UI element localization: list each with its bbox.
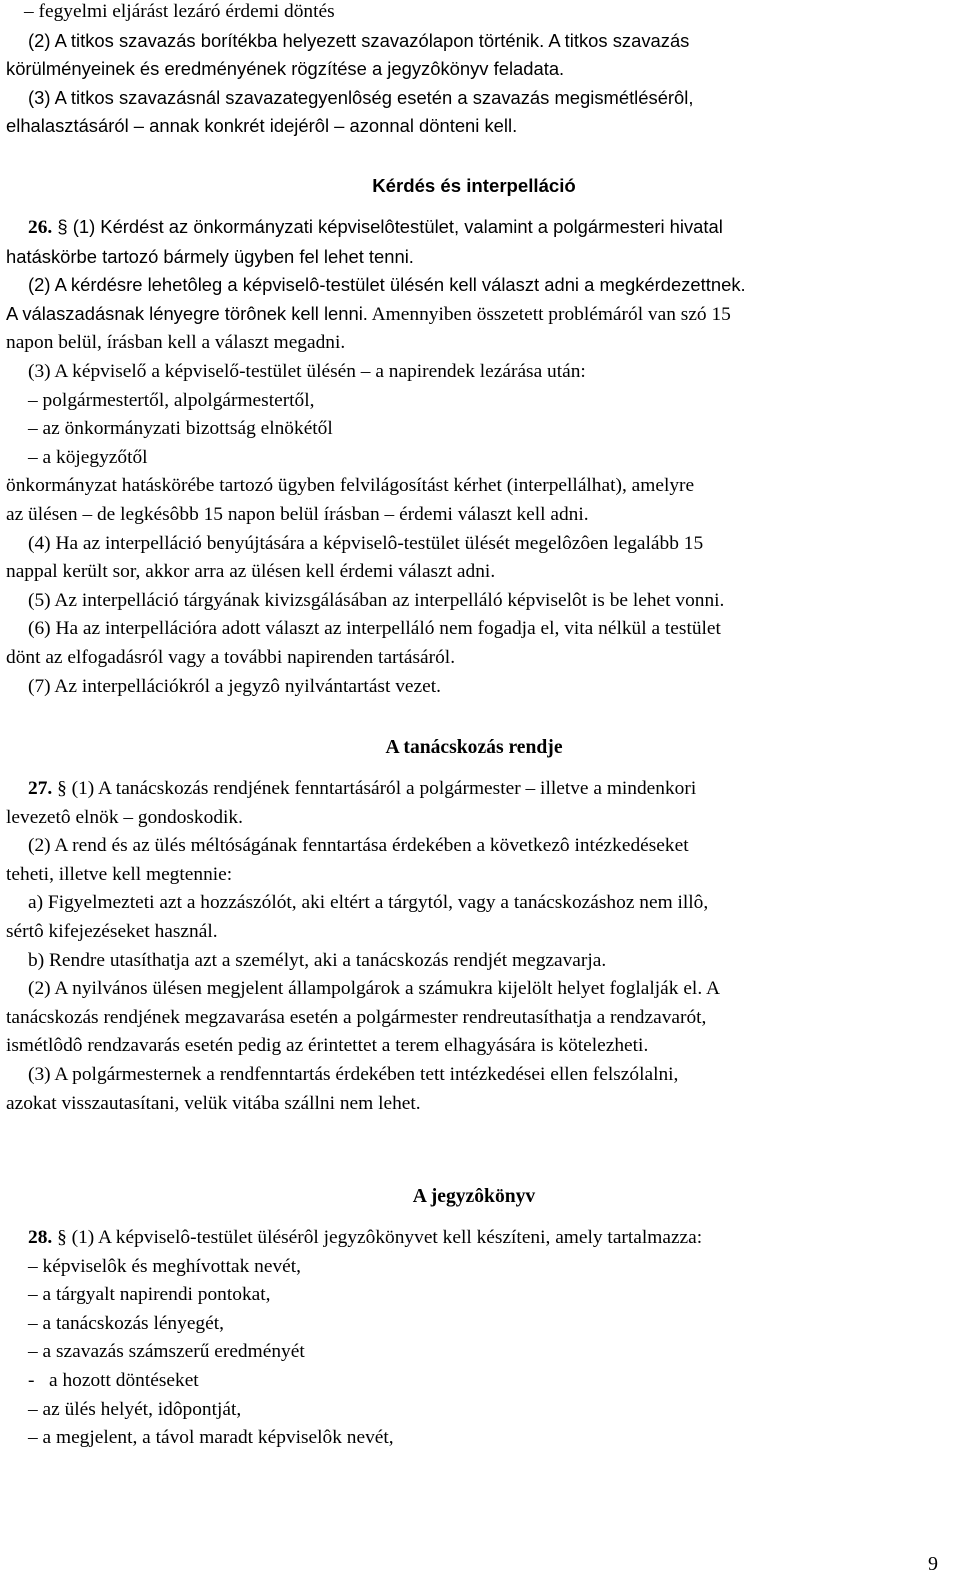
- list-item: – képviselôk és meghívottak nevét,: [28, 1255, 302, 1277]
- paragraph-line: [6, 300, 942, 330]
- paragraph-line: önkormányzat hatáskörébe tartozó ügyben felvilágosítást kérhet (interpellálhat), amelyre: [6, 475, 695, 497]
- list-item: – a köjegyzőtől: [28, 446, 148, 468]
- paragraph-line: tanácskozás rendjének megzavarása esetén a polgármester rendreutasíthatja a rendzavarót,: [6, 1006, 707, 1028]
- paragraph-line: (2) A nyilvános ülésen megjelent állampolgárok a számukra kijelölt helyet foglalják el. A: [28, 978, 720, 1000]
- paragraph-line: (2) A titkos szavazás borítékba helyezett szavazólapon történik. A titkos szavazás: [28, 29, 690, 51]
- paragraph-line: teheti, illetve kell megtennie:: [6, 863, 233, 885]
- paragraph-text: § (1) A képviselô-testület ülésérôl jegyzôkönyvet kell készíteni, amely tartalmazza:: [52, 1227, 703, 1248]
- section-28: [6, 1224, 942, 1453]
- paragraph-line: sértô kifejezéseket használ.: [6, 920, 218, 942]
- list-item: – fegyelmi eljárást lezáró érdemi döntés: [24, 1, 335, 22]
- section-number: 26.: [28, 217, 53, 238]
- paragraph-line: (3) A titkos szavazásnál szavazategyenlôség esetén a szavazás megismétlésérôl,: [28, 86, 694, 108]
- paragraph-text: § (1) Kérdést az önkormányzati képviselôtestület, valamint a polgármesteri hivatal: [57, 216, 723, 237]
- paragraph-line: (2) A kérdésre lehetôleg a képviselô-testület ülésén kell választ adni a megkérdezettnek.: [28, 274, 746, 296]
- section-heading: A tanácskozás rendje: [385, 737, 563, 758]
- paragraph-line: a) Figyelmezteti azt a hozzászólót, aki eltért a tárgytól, vagy a tanácskozáshoz nem illô,: [28, 892, 709, 914]
- paragraph-text: A válaszadásnak lényegre törônek kell lenni.: [6, 302, 368, 324]
- paragraph-line: (6) Ha az interpellációra adott választ az interpelláló nem fogadja el, vita nélkül a testület: [28, 618, 721, 640]
- paragraph-line: (4) Ha az interpelláció benyújtására a képviselô-testület ülését megelôzôen legalább 15: [28, 532, 704, 554]
- list-item: – a szavazás számszerű eredményét: [28, 1341, 305, 1363]
- paragraph-line: levezetô elnök – gondoskodik.: [6, 806, 243, 828]
- list-item: – az ülés helyét, idôpontját,: [28, 1398, 242, 1420]
- page-number: 9: [928, 1553, 938, 1575]
- protocol-content-list: [6, 1253, 942, 1453]
- paragraph-line: (2) A rend és az ülés méltóságának fenntartása érdekében a következô intézkedéseket: [28, 835, 689, 857]
- list-item: – polgármestertől, alpolgármestertől,: [28, 389, 315, 411]
- list-item: - a hozott döntéseket: [28, 1369, 199, 1391]
- paragraph-line: (7) Az interpellációkról a jegyzô nyilvántartást vezet.: [28, 675, 441, 697]
- paragraph-line: dönt az elfogadásról vagy a további napirenden tartásáról.: [6, 646, 456, 668]
- paragraph-line: (3) A polgármesternek a rendfenntartás érdekében tett intézkedései ellen felszólalni,: [28, 1063, 679, 1085]
- list-item: – a tanácskozás lényegét,: [28, 1312, 224, 1334]
- paragraph-line: nappal került sor, akkor arra az ülésen kell érdemi választ adni.: [6, 561, 496, 583]
- section-number: 28.: [28, 1227, 53, 1248]
- paragraph-text: Amennyiben összetett problémáról van szó 15: [367, 303, 731, 325]
- paragraph-line: körülményeinek és eredményének rögzítése a jegyzôkönyv feladata.: [6, 58, 565, 80]
- list-item: – a megjelent, a távol maradt képviselôk nevét,: [28, 1427, 394, 1449]
- list-item: – az önkormányzati bizottság elnökétől: [28, 418, 333, 440]
- section-26: [6, 213, 942, 701]
- section-heading: Kérdés és interpelláció: [372, 175, 576, 196]
- previous-section-continuation: [6, 0, 942, 141]
- paragraph-line: az ülésen – de legkésôbb 15 napon belül írásban – érdemi választ kell adni.: [6, 503, 589, 525]
- list-item: – a tárgyalt napirendi pontokat,: [28, 1284, 271, 1306]
- paragraph-line: elhalasztásáról – annak konkrét idejérôl – azonnal dönteni kell.: [6, 115, 518, 137]
- paragraph-line: hatáskörbe tartozó bármely ügyben fel lehet tenni.: [6, 245, 414, 267]
- section-heading: A jegyzôkönyv: [412, 1186, 536, 1207]
- paragraph-line: napon belül, írásban kell a választ megadni.: [6, 332, 346, 354]
- paragraph-line: [6, 1224, 942, 1253]
- paragraph-text: § (1) A tanácskozás rendjének fenntartásáról a polgármester – illetve a mindenkori: [52, 778, 697, 799]
- paragraph-line: ismétlôdô rendzavarás esetén pedig az érintettet a terem elhagyására is kötelezheti.: [6, 1035, 649, 1057]
- paragraph-line: [6, 775, 942, 804]
- paragraph-line: (3) A képviselő a képviselő-testület ülésén – a napirendek lezárása után:: [28, 360, 586, 382]
- paragraph-line: [6, 213, 942, 243]
- paragraph-line: azokat visszautasítani, velük vitába szállni nem lehet.: [6, 1092, 421, 1114]
- section-number: 27.: [28, 778, 53, 799]
- section-27: [6, 775, 942, 1118]
- paragraph-line: (5) Az interpelláció tárgyának kivizsgálásában az interpelláló képviselôt is be lehet vonni.: [28, 589, 725, 611]
- paragraph-line: b) Rendre utasíthatja azt a személyt, aki a tanácskozás rendjét megzavarja.: [28, 949, 607, 971]
